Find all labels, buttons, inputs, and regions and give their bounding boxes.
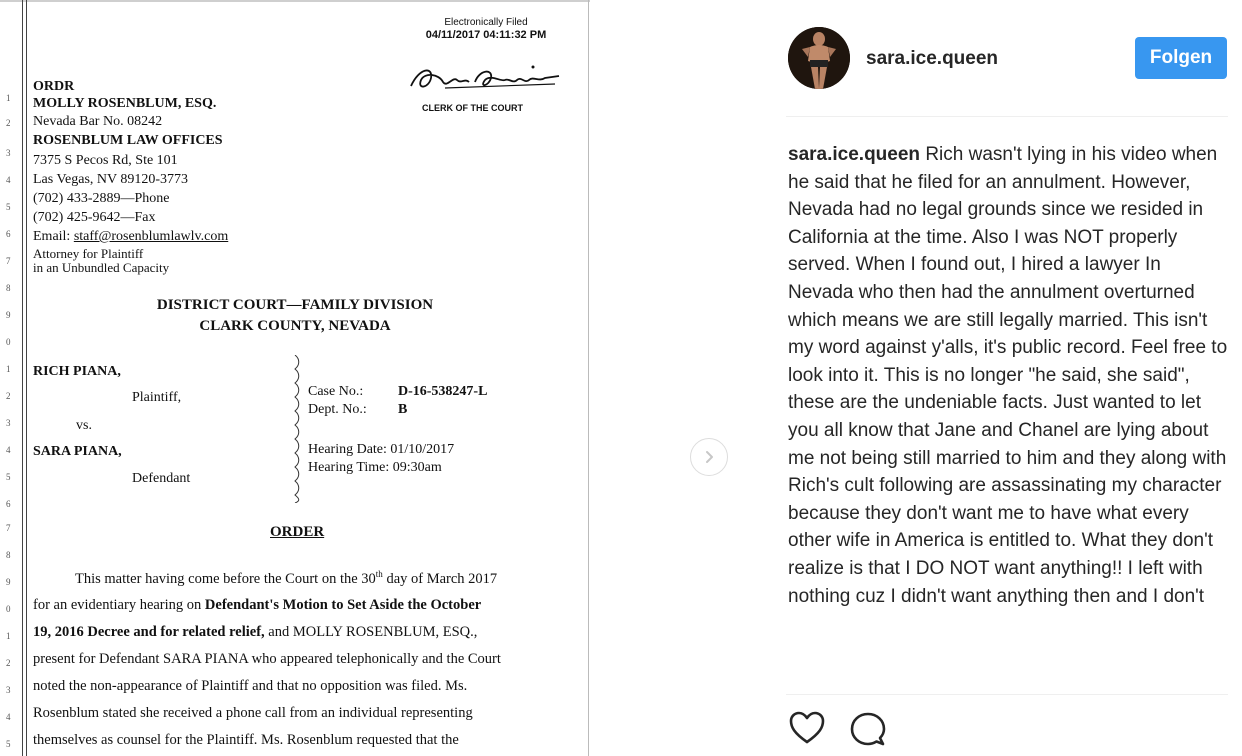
line-number: 9 [6,310,11,320]
attorney-name: MOLLY ROSENBLUM, ESQ. [33,96,217,111]
line-number: 8 [6,283,11,293]
bar-number: Nevada Bar No. 08242 [33,114,163,129]
order-body-line: Rosenblum stated she received a phone call from an individual representing [33,705,473,721]
follow-button[interactable]: Folgen [1135,37,1227,79]
versus: vs. [76,418,92,433]
order-text-bold: 19, 2016 Decree and for related relief, [33,624,265,640]
attorney-for-line1: Attorney for Plaintiff [33,246,144,261]
firm-address: 7375 S Pecos Rd, Ste 101 [33,153,178,168]
line-number: 1 [6,364,11,374]
line-number: 1 [6,631,11,641]
firm-email [33,227,228,246]
firm-fax: (702) 425-9642—Fax [33,210,156,225]
post-panel [768,0,1242,756]
line-number: 5 [6,739,11,749]
line-number: 6 [6,499,11,509]
order-body-line [33,624,477,641]
chevron-right-icon [702,450,716,464]
line-number: 5 [6,202,11,212]
carousel-next-button[interactable] [690,438,728,476]
clerk-signature [405,62,565,94]
order-text-sup: th [375,569,383,579]
document-top-border [0,0,590,2]
efile-label: Electronically Filed [444,17,528,28]
line-number: 4 [6,445,11,455]
firm-name: ROSENBLUM LAW OFFICES [33,133,223,148]
line-number: 8 [6,550,11,560]
case-no-value: D-16-538247-L [398,384,488,399]
post-header [768,0,1228,116]
line-number: 3 [6,418,11,428]
order-text: day of March 2017 [382,570,498,587]
case-no-label: Case No.: [308,384,364,399]
header-divider [786,116,1228,117]
order-body-line: themselves as counsel for the Plaintiff. Ms. Rosenblum requested that the [33,732,459,748]
line-number: 5 [6,472,11,482]
order-body-line [75,569,497,588]
line-number: 6 [6,229,11,239]
document-right-edge [588,0,589,756]
line-number: 2 [6,118,11,128]
order-title: ORDER [270,524,325,540]
line-number: 3 [6,148,11,158]
line-number: 7 [6,256,11,266]
actions-divider [786,694,1228,695]
hearing-time: Hearing Time: 09:30am [308,460,442,475]
line-number: 4 [6,175,11,185]
order-body-line [33,597,481,614]
caption-bracket [292,355,302,503]
doc-code: ORDR [33,79,75,94]
line-number: 9 [6,577,11,587]
order-body-line: noted the non-appearance of Plaintiff and that no opposition was filed. Ms. [33,678,468,694]
email-label: Email: [33,229,71,244]
court-county: CLARK COUNTY, NEVADA [199,318,391,334]
post-actions [786,710,986,750]
efile-stamp [406,16,566,42]
line-number: 2 [6,658,11,668]
caption-text: Rich wasn't lying in his video when he said that he filed for an annulment. However, Nevada had no legal grounds since we resided in California at the time. Also I was NOT properly served. When I found out, I hired a lawyer In Nevada who then had the annulment overturned which means we are still legally married. This isn't my word against y'alls, it's public record. Feel free to look into it. This is no longer "he said, she said", these are the undeniable facts. Just wanted to let you all know that Jane and Chanel are lying about me not being still married to him and they along with Rich's cult following are assassinating my character because they don't want me to have what every other wife in America is entitled to. What they don't realize is that I DO NOT want anything!! I left with nothing cuz I didn't want anything then and I don't [788,144,1228,607]
efile-datetime: 04/11/2017 04:11:32 PM [425,29,547,41]
line-number: 0 [6,604,11,614]
firm-city: Las Vegas, NV 89120-3773 [33,172,189,187]
firm-phone: (702) 433-2889—Phone [33,191,170,206]
order-text: for an evidentiary hearing on [33,597,205,613]
order-text: This matter having come before the Court on the 30 [75,570,376,587]
line-number: 0 [6,337,11,347]
line-number: 7 [6,523,11,533]
document-margin-line-inner [26,0,27,756]
avatar-image [788,27,850,89]
email-value: staff@rosenblumlawlv.com [73,229,229,244]
dept-label: Dept. No.: [308,402,367,417]
clerk-label: CLERK OF THE COURT [422,103,523,113]
order-text-bold: Defendant's Motion to Set Aside the October [204,597,482,613]
post-caption [788,141,1228,610]
line-number: 4 [6,712,11,722]
caption-username[interactable]: sara.ice.queen [788,144,921,165]
defendant-name: SARA PIANA, [33,444,122,459]
hearing-date: Hearing Date: 01/10/2017 [308,442,455,457]
avatar[interactable] [788,27,850,89]
comment-icon[interactable] [850,711,886,747]
plaintiff-role: Plaintiff, [132,390,182,405]
court-name: DISTRICT COURT—FAMILY DIVISION [156,297,434,313]
line-number: 2 [6,391,11,401]
dept-value: B [398,402,408,417]
defendant-role: Defendant [132,471,191,486]
post-username[interactable]: sara.ice.queen [866,48,999,69]
heart-icon[interactable] [788,710,826,746]
document-margin-line [22,0,23,756]
document-image [0,0,590,756]
order-text: and MOLLY ROSENBLUM, ESQ., [264,624,478,640]
line-number: 1 [6,93,11,103]
order-body-line: present for Defendant SARA PIANA who appeared telephonically and the Court [33,651,501,667]
plaintiff-name: RICH PIANA, [33,364,121,379]
line-number: 3 [6,685,11,695]
attorney-for-line2: in an Unbundled Capacity [33,260,170,275]
